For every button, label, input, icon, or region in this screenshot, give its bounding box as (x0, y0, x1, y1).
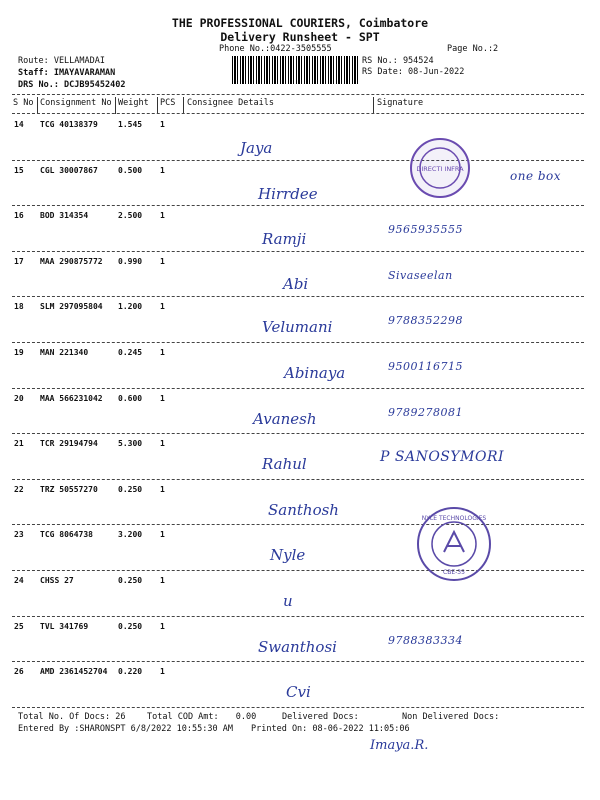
row-pcs: 1 (160, 211, 165, 221)
row-weight: 0.600 (118, 393, 143, 403)
delivered-docs: Delivered Docs: (282, 712, 359, 722)
non-delivered-docs: Non Delivered Docs: (402, 712, 500, 722)
col-consignee: Consignee Details (187, 98, 274, 108)
row-pcs: 1 (160, 120, 165, 129)
row-consignment: CGL 30007867 (40, 165, 98, 175)
page-number: Page No.:2 (447, 44, 499, 54)
row-signature-handwriting: one box (510, 169, 562, 183)
row-consignment: TCR 29194794 (40, 439, 98, 449)
row-sno: 26 (14, 667, 24, 677)
runsheet-title: Delivery Runsheet - SPT (220, 30, 380, 44)
row-divider (12, 570, 584, 571)
row-pcs: 1 (160, 530, 165, 540)
row-sno: 24 (14, 576, 24, 585)
row-consignment: SLM 297095804 (40, 302, 103, 312)
row-consignee-handwriting: Avanesh (253, 409, 317, 428)
row-weight: 3.200 (118, 530, 143, 540)
row-weight: 0.250 (118, 621, 143, 631)
stamp2-text: NYLE TECHNOLOGIES (421, 515, 487, 522)
row-consignee-handwriting: Velumani (262, 318, 333, 337)
row-signature-handwriting: 9788383334 (388, 633, 463, 647)
row-consignee-handwriting: Hirrdee (258, 184, 318, 203)
row-consignment: MAN 221340 (40, 348, 89, 357)
row-consignment: MAA 290875772 (40, 256, 103, 266)
row-divider (12, 524, 584, 525)
row-consignment: TVL 341769 (40, 621, 89, 631)
row-weight: 0.220 (118, 667, 143, 677)
row-consignee-handwriting: u (283, 592, 293, 610)
phone-number: Phone No.:0422-3505555 (219, 44, 332, 54)
stamp-seal-icon (408, 136, 472, 200)
col-sno: S No (13, 98, 34, 108)
rs-number: RS No.: 954524 (362, 56, 434, 66)
row-signature-handwriting: 9500116715 (388, 360, 463, 373)
row-signature-handwriting: Sivaseelan (388, 268, 453, 282)
row-sno: 16 (14, 211, 24, 221)
row-pcs: 1 (160, 484, 165, 494)
row-consignment: TCG 40138379 (40, 120, 98, 129)
row-pcs: 1 (160, 576, 165, 585)
row-divider (12, 342, 584, 343)
row-consignment: CHSS 27 (40, 576, 74, 585)
row-divider (12, 160, 584, 161)
stamp2-subtext: CBE-35 (443, 569, 465, 576)
company-title: THE PROFESSIONAL COURIERS, Coimbatore (171, 16, 429, 30)
row-consignee-handwriting: Abi (283, 274, 309, 293)
col-signature: Signature (377, 98, 424, 108)
staff: Staff: IMAYAVARAMAN (18, 68, 116, 78)
row-weight: 0.245 (118, 348, 143, 357)
stamp1-text: DIRECTI INFRA (416, 165, 464, 173)
row-pcs: 1 (160, 302, 165, 312)
row-consignment: TRZ 50557270 (40, 484, 98, 494)
row-signature-handwriting: 9789278081 (388, 405, 463, 419)
row-divider (12, 616, 584, 617)
row-pcs: 1 (160, 348, 165, 357)
route: Route: VELLAMADAI (18, 56, 105, 66)
row-consignment: AMD 2361452704 (40, 667, 108, 677)
row-pcs: 1 (160, 393, 165, 403)
rs-date: RS Date: 08-Jun-2022 (362, 67, 465, 77)
row-divider (12, 433, 584, 434)
barcode (232, 56, 360, 84)
row-pcs: 1 (160, 165, 165, 175)
col-weight: Weight (118, 98, 149, 108)
row-weight: 0.990 (118, 256, 143, 266)
row-divider (12, 388, 584, 389)
divider (12, 94, 584, 95)
row-consignment: BOD 314354 (40, 211, 89, 221)
divider (12, 707, 584, 708)
row-weight: 5.300 (118, 439, 143, 449)
row-sno: 23 (14, 530, 24, 540)
row-divider (12, 661, 584, 662)
row-weight: 1.545 (118, 120, 143, 129)
row-divider (12, 251, 584, 252)
row-weight: 0.500 (118, 165, 143, 175)
row-divider (12, 296, 584, 297)
row-sno: 20 (14, 393, 24, 403)
row-consignee-handwriting: Ramji (262, 230, 307, 249)
entered-by: Entered By :SHARONSPT 6/8/2022 10:55:30 AM (18, 724, 233, 734)
row-weight: 1.200 (118, 302, 143, 312)
row-consignee-handwriting: Nyle (270, 546, 306, 565)
row-divider (12, 205, 584, 206)
drs-number: DRS No.: DCJB95452402 (18, 80, 126, 90)
col-pcs: PCS (160, 98, 176, 108)
row-sno: 21 (14, 439, 24, 449)
row-sno: 18 (14, 302, 24, 312)
row-pcs: 1 (160, 667, 165, 677)
row-weight: 2.500 (118, 211, 143, 221)
printed-on: Printed On: 08-06-2022 11:05:06 (251, 724, 410, 734)
row-sno: 25 (14, 621, 24, 631)
handwritten-signature: Imaya.R. (370, 738, 429, 753)
row-weight: 0.250 (118, 484, 143, 494)
col-consignment: Consignment No (40, 98, 112, 108)
total-docs: Total No. Of Docs: 26 (18, 712, 126, 722)
row-pcs: 1 (160, 256, 165, 266)
total-cod: Total COD Amt: 0.00 (147, 712, 257, 722)
row-signature-handwriting: P SANOSYMORI (380, 449, 505, 466)
row-consignee-handwriting: Rahul (262, 455, 307, 474)
row-divider (12, 479, 584, 480)
row-pcs: 1 (160, 439, 165, 449)
row-consignee-handwriting: Cvi (286, 683, 311, 702)
row-consignee-handwriting: Swanthosi (258, 637, 337, 656)
row-consignee-handwriting: Jaya (240, 139, 273, 157)
row-signature-handwriting: 9565935555 (388, 223, 463, 237)
row-sno: 22 (14, 484, 24, 494)
row-consignment: MAA 566231042 (40, 393, 103, 403)
divider (12, 113, 584, 114)
row-consignee-handwriting: Santhosh (268, 500, 339, 519)
row-sno: 14 (14, 120, 24, 129)
row-pcs: 1 (160, 621, 165, 631)
row-sno: 19 (14, 348, 24, 357)
row-weight: 0.250 (118, 576, 143, 585)
row-consignee-handwriting: Abinaya (284, 364, 346, 382)
row-sno: 17 (14, 256, 24, 266)
row-signature-handwriting: 9788352298 (388, 314, 463, 328)
row-sno: 15 (14, 165, 24, 175)
row-consignment: TCG 8064738 (40, 530, 93, 540)
company-stamp-icon (414, 504, 494, 584)
